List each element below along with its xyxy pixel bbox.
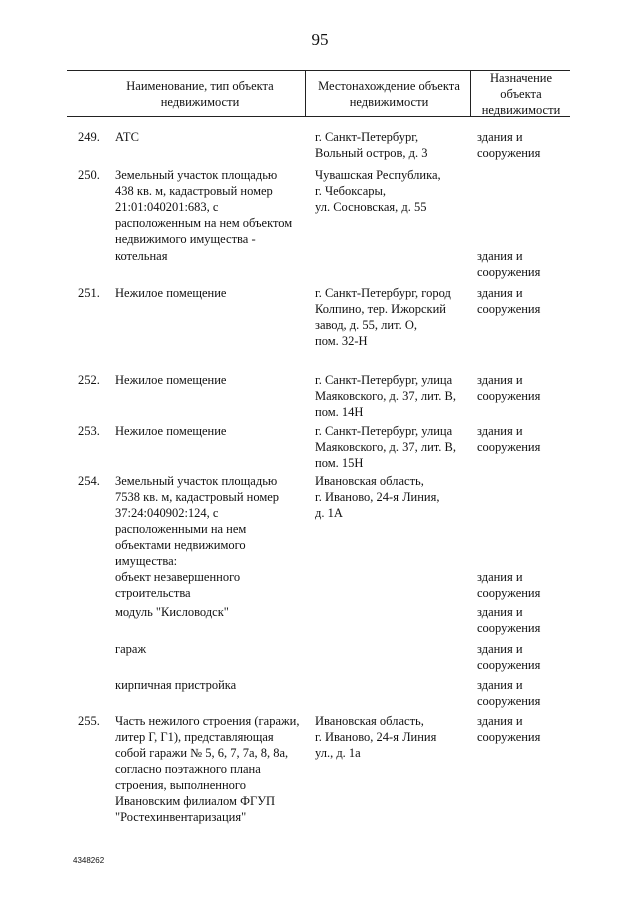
row-location: Чувашская Республика, г. Чебоксары, ул. Сосновская, д. 55 [315,168,441,214]
row-location: г. Санкт-Петербург, Вольный остров, д. 3 [315,130,428,160]
row-name: АТС [115,130,139,144]
row-number: 251. [78,286,100,300]
row-location: Ивановская область, г. Иваново, 24-я Линия, д. 1А [315,474,440,520]
row-purpose: здания и сооружения [477,286,541,316]
row-location: г. Санкт-Петербург, улица Маяковского, д. 37, лит. В, пом. 15Н [315,424,457,470]
document-code: 4348262 [73,856,105,865]
row-purpose: здания и сооружения [477,249,541,279]
row-name: Нежилое помещение [115,286,227,300]
row-purpose: здания и сооружения [477,570,541,600]
header-name: Наименование, тип объекта недвижимости [126,79,274,109]
row-name: Нежилое помещение [115,424,227,438]
row-purpose: здания и сооружения [477,642,541,672]
row-purpose: здания и сооружения [477,130,541,160]
row-subitem-name: кирпичная пристройка [115,678,237,692]
row-name: Нежилое помещение [115,373,227,387]
row-purpose: здания и сооружения [477,714,541,744]
header-divider-2 [470,70,471,116]
row-number: 250. [78,168,100,182]
header-purpose: Назначение объекта недвижимости [481,71,561,117]
row-subitem-name: модуль "Кисловодск" [115,605,229,619]
row-subitem-name: котельная [115,249,168,263]
row-subitem-name: гараж [115,642,147,656]
row-number: 255. [78,714,100,728]
row-purpose: здания и сооружения [477,424,541,454]
row-location: г. Санкт-Петербург, город Колпино, тер. Ижорский завод, д. 55, лит. О, пом. 32-Н [315,286,451,348]
row-purpose: здания и сооружения [477,678,541,708]
page-number: 95 [311,30,329,49]
row-location: Ивановская область, г. Иваново, 24-я Линия ул., д. 1а [315,714,437,760]
row-subitem-name: объект незавершенного строительства [115,570,241,600]
row-name: Земельный участок площадью 438 кв. м, кадастровый номер 21:01:040201:683, с расположенным на нем объектом недвижимого имущества - [115,168,293,246]
row-name: Часть нежилого строения (гаражи, литер Г, Г1), представляющая собой гаражи № 5, 6, 7, 7а, 8, 8а, согласно поэтажного плана строения, выполненного Ивановским филиалом ФГУП "Ростехинвентаризация" [115,714,300,824]
row-name: Земельный участок площадью 7538 кв. м, кадастровый номер 37:24:040902:124, с расположенными на нем объектами недвижимого имущества: [115,474,280,568]
row-number: 254. [78,474,100,488]
header-divider-1 [305,70,306,116]
row-number: 252. [78,373,100,387]
row-purpose: здания и сооружения [477,373,541,403]
row-purpose: здания и сооружения [477,605,541,635]
header-location: Местонахождение объекта недвижимости [318,79,460,109]
row-number: 249. [78,130,100,144]
row-location: г. Санкт-Петербург, улица Маяковского, д. 37, лит. В, пом. 14Н [315,373,457,419]
row-number: 253. [78,424,100,438]
